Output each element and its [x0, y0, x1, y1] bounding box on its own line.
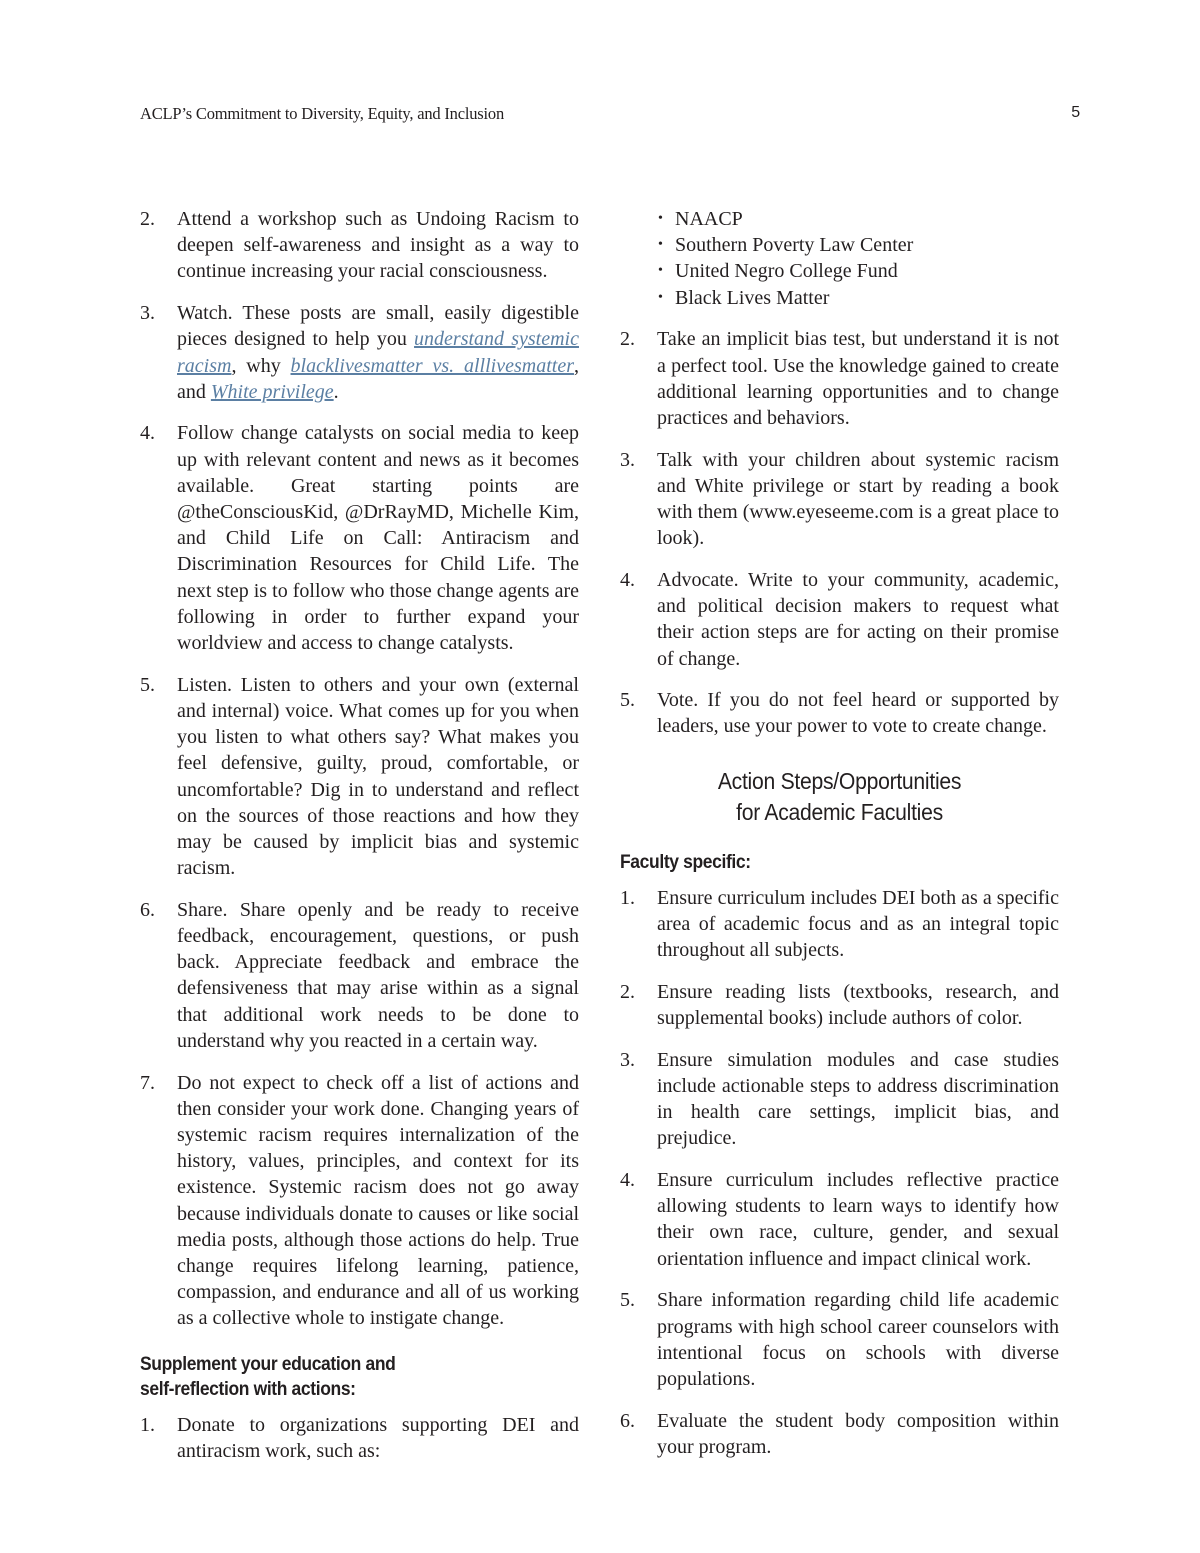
- bullet-icon: •: [658, 263, 663, 279]
- left-column: [140, 206, 579, 1480]
- section-title: Action Steps/Opportunities for Academic Faculties: [717, 767, 962, 825]
- organization-item: • Black Lives Matter: [620, 285, 1059, 311]
- list-item: 6. Evaluate the student body composition within your program.: [620, 1409, 1059, 1458]
- list-item: 2. Attend a workshop such as Undoing Racism to deepen self-awareness and insight as a way to continue increasing your racial consciousness.: [140, 208, 579, 283]
- list-item: 2. Take an implicit bias test, but understand it is not a perfect tool. Use the knowledge gained to create additional learning opportunities and to change practices and behaviors.: [620, 328, 1059, 429]
- page-number: 5: [1071, 104, 1080, 121]
- list-item: 7. Do not expect to check off a list of actions and then consider your work done. Changing years of systemic racism requires internalization of the history, values, principles, and context for its existence. Systemic racism does not go away because individuals donate to causes or like social media posts, although those actions do help. True change requires lifelong learning, patience, compassion, and endurance and all of us working as a collective whole to instigate change.: [140, 1071, 579, 1330]
- list-item: 5. Vote. If you do not feel heard or supported by leaders, use your power to vote to create change.: [620, 689, 1059, 738]
- running-header: [140, 104, 1080, 128]
- document-title: ACLP’s Commitment to Diversity, Equity, and Inclusion: [140, 104, 504, 123]
- list-item: 5. Share information regarding child life academic programs with high school career counselors with intentional focus on schools with diverse populations.: [620, 1289, 1059, 1390]
- bullet-icon: •: [658, 237, 663, 253]
- list-item: 3. Watch. These posts are small, easily digestible pieces designed to help you understand systemic racism, why blacklivesmatter vs. alllivesmatter, and White privilege.: [140, 302, 579, 403]
- right-column: [620, 206, 1059, 1476]
- organization-item: • NAACP: [620, 206, 1059, 232]
- supplement-heading: Supplement your education and self-reflection with actions:: [140, 1353, 396, 1400]
- list-item: 3. Ensure simulation modules and case studies include actionable steps to address discrimination in health care settings, implicit bias, and prejudice.: [620, 1048, 1059, 1150]
- list-item: 3. Talk with your children about systemic racism and White privilege or start by reading a book with them (www.eyeseeme.com is a great place to look).: [620, 448, 1059, 550]
- organization-item: • United Negro College Fund: [620, 258, 1059, 284]
- faculty-heading: Faculty specific:: [620, 851, 751, 873]
- link-white-privilege[interactable]: White privilege: [210, 380, 334, 403]
- list-item: 2. Ensure reading lists (textbooks, research, and supplemental books) include authors of color.: [620, 980, 1059, 1029]
- faculty-list: [620, 885, 1059, 1460]
- link-blacklivesmatter[interactable]: blacklivesmatter vs. alllivesmatter: [290, 354, 574, 377]
- link-understand-systemic-racism[interactable]: understand systemic racism: [177, 328, 579, 377]
- bullet-icon: •: [658, 289, 663, 305]
- list-item: 1. Donate to organizations supporting DEI and antiracism work, such as:: [140, 1413, 579, 1462]
- supplement-list-continued: [620, 326, 1059, 739]
- supplement-list: [140, 1412, 579, 1464]
- list-item: 1. Ensure curriculum includes DEI both as a specific area of academic focus and as an integral topic throughout all subjects.: [620, 886, 1059, 962]
- organization-list: [620, 206, 1059, 311]
- organization-item: • Southern Poverty Law Center: [620, 232, 1059, 258]
- list-item: 4. Advocate. Write to your community, academic, and political decision makers to request what their action steps are for acting on their promise of change.: [620, 568, 1059, 670]
- list-item: 5. Listen. Listen to others and your own (external and internal) voice. What comes up for you when you listen to what others say? What makes you feel defensive, guilty, proud, comfortable, or uncomfortable? Dig in to understand and reflect on the sources of those reactions and how they may be caused by implicit bias and systemic racism.: [140, 673, 579, 880]
- bullet-icon: •: [658, 211, 663, 226]
- list-item: 4. Ensure curriculum includes reflective practice allowing students to learn ways to identify how their own race, culture, gender, and sexual orientation influence and impact clinical work.: [620, 1168, 1059, 1270]
- list-item: 6. Share. Share openly and be ready to receive feedback, encouragement, questions, or push back. Appreciate feedback and embrace the defensiveness that may arise within as a signal that additional work needs to be done to understand why you reacted in a certain way.: [140, 898, 579, 1052]
- action-list: [140, 206, 579, 1332]
- list-item: 4. Follow change catalysts on social media to keep up with relevant content and news as it becomes available. Great starting points are @theConsciousKid, @DrRayMD, Michelle Kim, and Child Life on Call: Antiracism and Discrimination Resources for Child Life. The next step is to follow who those change agents are following in order to further expand your worldview and access to change catalysts.: [140, 422, 579, 655]
